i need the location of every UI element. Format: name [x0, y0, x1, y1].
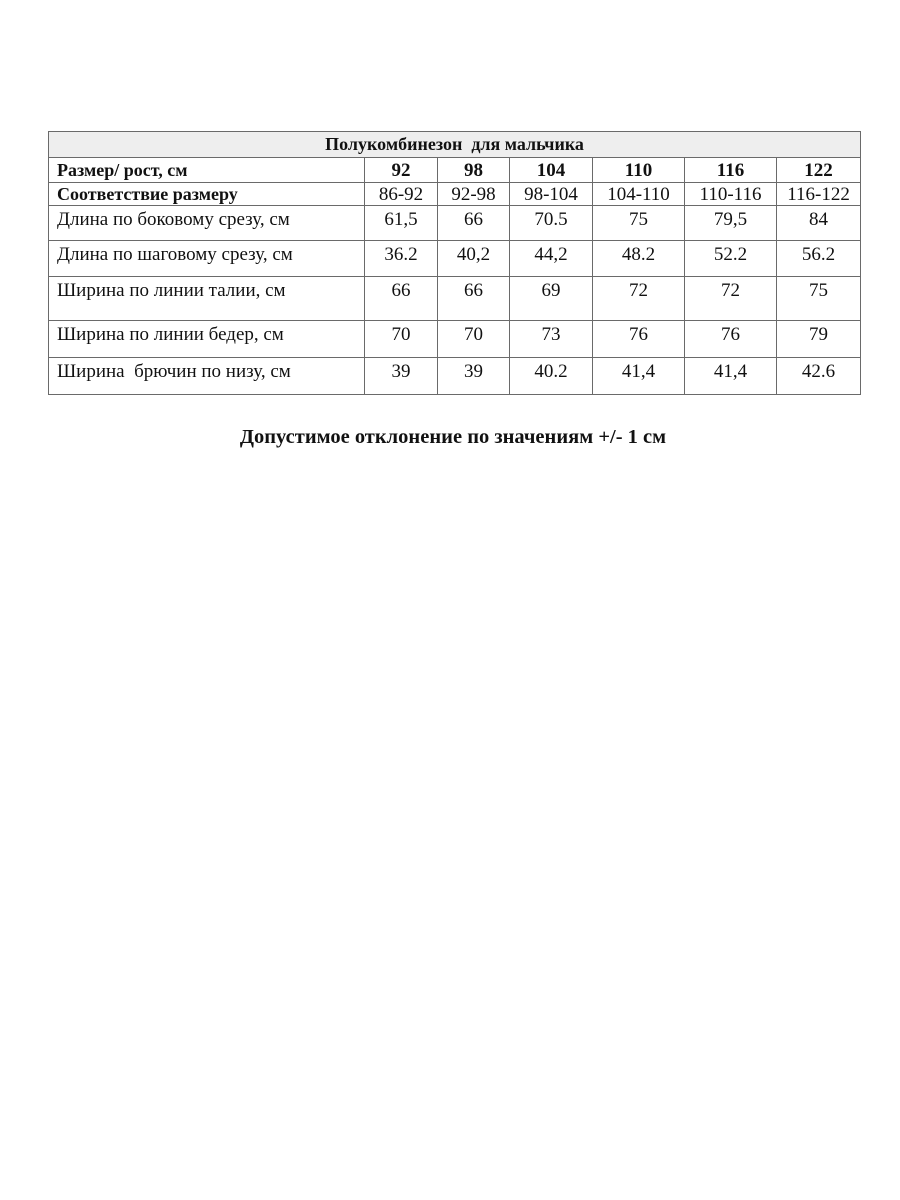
value-cell: 116-122: [777, 183, 861, 206]
table-row: [49, 241, 861, 277]
value-cell: 84: [777, 206, 861, 241]
value-cell: 44,2: [510, 241, 593, 277]
value-cell: 110-116: [685, 183, 777, 206]
row-label: Ширина брючин по низу, см: [49, 358, 365, 395]
value-cell: 72: [685, 277, 777, 321]
value-cell: 42.6: [777, 358, 861, 395]
size-header-cell: 110: [593, 158, 685, 183]
size-header-cell: 98: [438, 158, 510, 183]
value-cell: 52.2: [685, 241, 777, 277]
value-cell: 104-110: [593, 183, 685, 206]
size-chart-table: [48, 131, 861, 395]
value-cell: 41,4: [685, 358, 777, 395]
value-cell: 56.2: [777, 241, 861, 277]
table-title-row: [49, 132, 861, 158]
value-cell: 41,4: [593, 358, 685, 395]
row-label: Длина по боковому срезу, см: [49, 206, 365, 241]
size-header-cell: 116: [685, 158, 777, 183]
table-title: Полукомбинезон для мальчика: [49, 132, 861, 158]
value-cell: 76: [685, 321, 777, 358]
value-cell: 70.5: [510, 206, 593, 241]
tolerance-note: Допустимое отклонение по значениям +/- 1 см: [239, 426, 667, 448]
value-cell: 75: [593, 206, 685, 241]
value-cell: 86-92: [365, 183, 438, 206]
size-header-row: [49, 158, 861, 183]
value-cell: 79,5: [685, 206, 777, 241]
row-label: Соответствие размеру: [49, 183, 365, 206]
table-row: [49, 206, 861, 241]
table-row: [49, 183, 861, 206]
row-label: Ширина по линии талии, см: [49, 277, 365, 321]
size-header-cell: 92: [365, 158, 438, 183]
table-row: [49, 277, 861, 321]
value-cell: 36.2: [365, 241, 438, 277]
value-cell: 73: [510, 321, 593, 358]
value-cell: 48.2: [593, 241, 685, 277]
value-cell: 66: [438, 277, 510, 321]
value-cell: 39: [365, 358, 438, 395]
value-cell: 39: [438, 358, 510, 395]
value-cell: 69: [510, 277, 593, 321]
value-cell: 92-98: [438, 183, 510, 206]
row-label: Ширина по линии бедер, см: [49, 321, 365, 358]
size-header-cell: 104: [510, 158, 593, 183]
value-cell: 79: [777, 321, 861, 358]
size-header-label: Размер/ рост, см: [49, 158, 365, 183]
size-header-cell: 122: [777, 158, 861, 183]
row-label: Длина по шаговому срезу, см: [49, 241, 365, 277]
value-cell: 66: [438, 206, 510, 241]
value-cell: 70: [438, 321, 510, 358]
value-cell: 40,2: [438, 241, 510, 277]
value-cell: 72: [593, 277, 685, 321]
value-cell: 66: [365, 277, 438, 321]
table-row: [49, 358, 861, 395]
value-cell: 40.2: [510, 358, 593, 395]
value-cell: 61,5: [365, 206, 438, 241]
value-cell: 70: [365, 321, 438, 358]
value-cell: 98-104: [510, 183, 593, 206]
value-cell: 76: [593, 321, 685, 358]
value-cell: 75: [777, 277, 861, 321]
table-row: [49, 321, 861, 358]
